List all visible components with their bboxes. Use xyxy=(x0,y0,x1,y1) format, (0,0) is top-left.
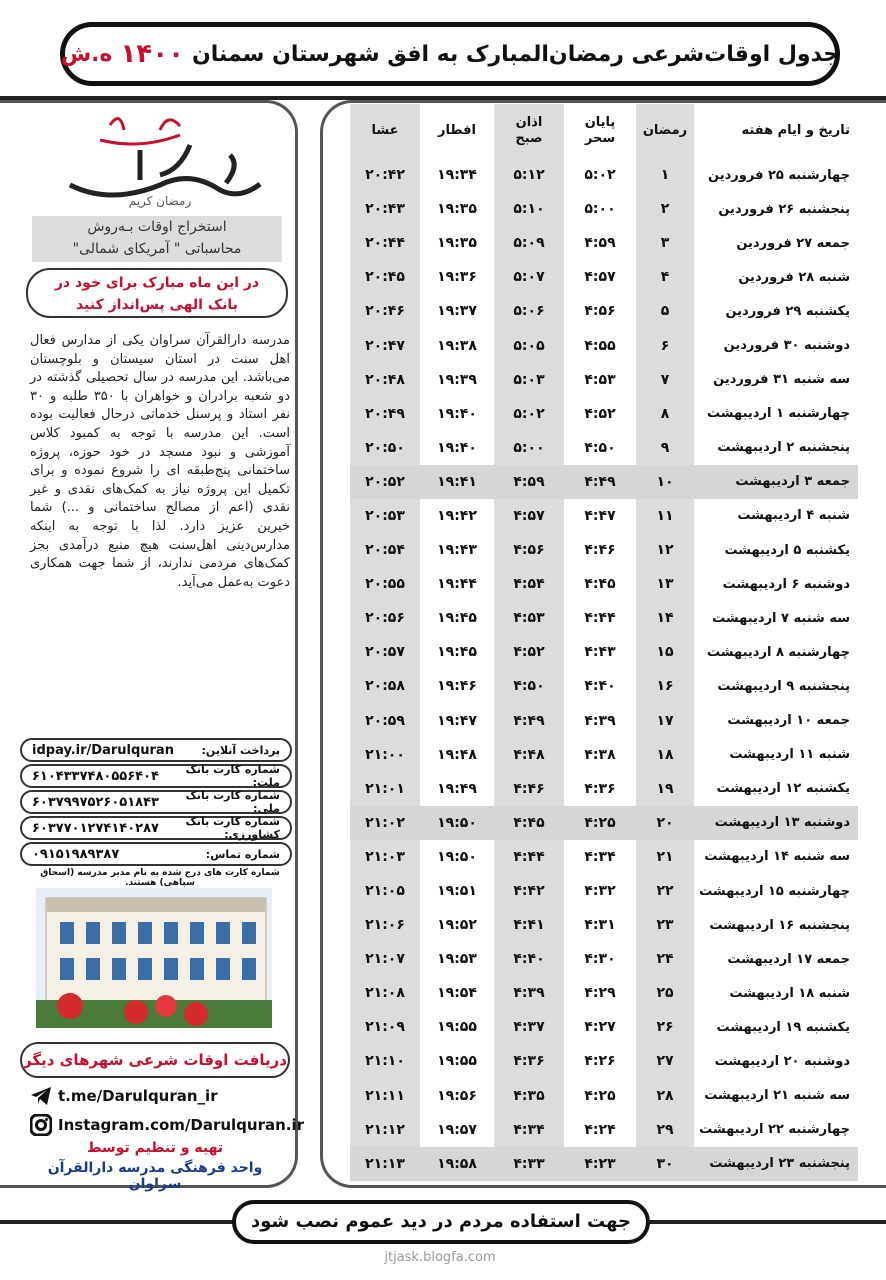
mellat-card-number: ۶۱۰۴۳۳۷۴۸۰۵۵۶۴۰۴ xyxy=(32,768,159,784)
online-payment-row[interactable] xyxy=(20,738,292,762)
cell-date: جمعه ۲۷ فروردین xyxy=(736,235,850,251)
cell-sahar: ۴:۵۷ xyxy=(584,269,616,286)
cell-sahar: ۴:۴۶ xyxy=(584,542,616,559)
table-row xyxy=(350,294,858,328)
cell-sahar: ۴:۲۹ xyxy=(584,985,616,1002)
online-payment-label: پرداخت آنلاین: xyxy=(201,743,280,757)
cell-day: ۶ xyxy=(636,328,694,362)
header-fajr: اذان صبح xyxy=(494,104,564,158)
table-row xyxy=(350,499,858,533)
cell-date: چهارشنبه ۱۵ اردیبهشت xyxy=(699,883,850,899)
cell-day: ۱۲ xyxy=(636,533,694,567)
cell-iftar: ۱۹:۵۵ xyxy=(437,1019,477,1036)
melli-card-row xyxy=(20,790,292,814)
table-row xyxy=(350,1147,858,1181)
cell-date: سه شنبه ۷ اردیبهشت xyxy=(712,610,850,626)
header-ramadan: رمضان xyxy=(636,104,694,158)
cell-isha: ۲۰:۴۴ xyxy=(350,226,420,260)
cell-sahar: ۵:۰۲ xyxy=(584,167,616,184)
school-building-photo xyxy=(36,888,272,1028)
table-body xyxy=(350,158,858,1181)
cell-date: شنبه ۴ اردیبهشت xyxy=(737,508,850,524)
cell-iftar: ۱۹:۵۸ xyxy=(420,1147,494,1181)
cell-fajr: ۴:۴۸ xyxy=(494,738,564,772)
cell-iftar: ۱۹:۵۲ xyxy=(437,917,477,934)
cell-isha: ۲۱:۱۱ xyxy=(350,1079,420,1113)
cell-sahar: ۴:۲۶ xyxy=(584,1053,616,1070)
cell-sahar: ۴:۲۵ xyxy=(584,1087,616,1104)
cell-fajr: ۴:۳۳ xyxy=(494,1147,564,1181)
cell-isha: ۲۰:۵۹ xyxy=(350,704,420,738)
cell-fajr: ۴:۴۵ xyxy=(494,806,564,840)
table-row xyxy=(350,1044,858,1078)
cell-iftar: ۱۹:۵۰ xyxy=(437,848,477,865)
cell-date: شنبه ۱۸ اردیبهشت xyxy=(729,985,850,1001)
table-row xyxy=(350,942,858,976)
cell-sahar: ۴:۳۹ xyxy=(584,712,616,729)
table-row xyxy=(350,669,858,703)
cell-fajr: ۴:۵۳ xyxy=(494,601,564,635)
cell-day: ۱۵ xyxy=(636,635,694,669)
method-line-1: استخراج اوقات بـه‌روش xyxy=(87,219,227,235)
credit-line-1: تهیه و تنظیم توسط xyxy=(86,1140,224,1156)
cell-day: ۱۴ xyxy=(636,601,694,635)
cell-isha: ۲۰:۴۸ xyxy=(350,363,420,397)
cell-sahar: ۴:۳۱ xyxy=(584,917,616,934)
cell-date: سه شنبه ۱۴ اردیبهشت xyxy=(704,849,850,865)
table-row xyxy=(350,158,858,192)
cell-isha: ۲۰:۵۷ xyxy=(350,635,420,669)
cell-fajr: ۴:۵۷ xyxy=(494,499,564,533)
cell-day: ۲۱ xyxy=(636,840,694,874)
instagram-link[interactable] xyxy=(30,1114,304,1136)
cell-date: پنجشنبه ۱۶ اردیبهشت xyxy=(709,917,850,933)
cell-day: ۲۰ xyxy=(636,806,694,840)
cell-date: جمعه ۱۰ اردیبهشت xyxy=(727,713,850,729)
cell-isha: ۲۱:۱۲ xyxy=(350,1113,420,1147)
contact-row xyxy=(20,842,292,866)
bank-callout xyxy=(26,268,288,318)
table-row xyxy=(350,976,858,1010)
cell-date: دوشنبه ۱۳ اردیبهشت xyxy=(694,806,858,840)
table-row xyxy=(350,1010,858,1044)
cell-isha: ۲۰:۴۹ xyxy=(350,397,420,431)
cell-day: ۳ xyxy=(636,226,694,260)
cell-day: ۷ xyxy=(636,363,694,397)
cell-sahar: ۴:۵۵ xyxy=(584,337,616,354)
cell-day: ۳۰ xyxy=(636,1147,694,1181)
table-row xyxy=(350,1113,858,1147)
cell-fajr: ۴:۵۰ xyxy=(494,669,564,703)
cell-sahar: ۴:۲۵ xyxy=(564,806,636,840)
cell-date: شنبه ۲۸ فروردین xyxy=(738,269,850,285)
bank-line-1: در این ماه مبارک برای خود در xyxy=(54,275,260,291)
cell-iftar: ۱۹:۴۰ xyxy=(437,439,477,456)
cell-isha: ۲۰:۵۶ xyxy=(350,601,420,635)
table-row xyxy=(350,567,858,601)
cell-isha: ۲۰:۵۸ xyxy=(350,669,420,703)
cell-isha: ۲۱:۰۶ xyxy=(350,908,420,942)
cell-isha: ۲۰:۴۶ xyxy=(350,294,420,328)
cell-iftar: ۱۹:۵۵ xyxy=(437,1053,477,1070)
cell-iftar: ۱۹:۴۲ xyxy=(437,507,477,524)
table-row xyxy=(350,738,858,772)
cell-fajr: ۵:۰۷ xyxy=(494,260,564,294)
cell-day: ۱۳ xyxy=(636,567,694,601)
melli-card-number: ۶۰۳۷۹۹۷۵۲۶۰۵۱۸۴۳ xyxy=(32,794,159,810)
cell-fajr: ۴:۴۶ xyxy=(494,772,564,806)
cell-fajr: ۴:۴۹ xyxy=(494,704,564,738)
table-row xyxy=(350,635,858,669)
credit-line-2: واحد فرهنگی مدرسه دارالقرآن سراوان xyxy=(47,1160,263,1192)
cell-fajr: ۴:۵۹ xyxy=(494,465,564,499)
contact-label: شماره تماس: xyxy=(205,847,280,861)
cell-fajr: ۵:۰۶ xyxy=(494,294,564,328)
header-sahar: پایان سحر xyxy=(584,115,616,146)
cell-date: چهارشنبه ۲۵ فروردین xyxy=(708,167,850,183)
cell-iftar: ۱۹:۳۴ xyxy=(437,167,477,184)
cell-date: چهارشنبه ۱ اردیبهشت xyxy=(707,406,850,422)
cell-fajr: ۴:۳۹ xyxy=(494,976,564,1010)
calligraphy-text: رمضان کریم xyxy=(128,194,192,208)
cell-day: ۹ xyxy=(636,431,694,465)
ramadan-kareem-calligraphy xyxy=(40,105,280,215)
watermark: jtjask.blogfa.com xyxy=(384,1250,496,1265)
cell-fajr: ۵:۰۲ xyxy=(494,397,564,431)
cell-iftar: ۱۹:۴۰ xyxy=(437,405,477,422)
cell-sahar: ۴:۵۲ xyxy=(584,405,616,422)
mellat-card-row xyxy=(20,764,292,788)
cell-date: دوشنبه ۲۰ اردیبهشت xyxy=(714,1053,850,1069)
cell-fajr: ۴:۳۶ xyxy=(494,1044,564,1078)
table-row xyxy=(350,1079,858,1113)
cell-day: ۲۵ xyxy=(636,976,694,1010)
cell-fajr: ۵:۰۳ xyxy=(494,363,564,397)
cell-isha: ۲۱:۰۹ xyxy=(350,1010,420,1044)
cell-sahar: ۴:۴۷ xyxy=(584,507,616,524)
cell-isha: ۲۰:۴۲ xyxy=(350,158,420,192)
cell-isha: ۲۱:۰۳ xyxy=(350,840,420,874)
cell-iftar: ۱۹:۳۹ xyxy=(437,371,477,388)
cell-sahar: ۴:۳۰ xyxy=(584,951,616,968)
cell-iftar: ۱۹:۳۷ xyxy=(437,303,477,320)
cell-iftar: ۱۹:۴۱ xyxy=(420,465,494,499)
cell-fajr: ۴:۳۴ xyxy=(494,1113,564,1147)
table-row xyxy=(350,908,858,942)
telegram-text: t.me/Darulquran_ir xyxy=(58,1087,218,1105)
table-row xyxy=(350,533,858,567)
cell-date: یکشنبه ۱۹ اردیبهشت xyxy=(716,1019,850,1035)
cell-day: ۲۲ xyxy=(636,874,694,908)
cell-fajr: ۴:۴۱ xyxy=(494,908,564,942)
other-cities-banner[interactable]: دریافت اوقات شرعی شهرهای دیگر xyxy=(20,1042,290,1078)
cell-iftar: ۱۹:۳۸ xyxy=(437,337,477,354)
cell-date: پنجشنبه ۲ اردیبهشت xyxy=(717,440,850,456)
card-owner-note: شماره کارت های درج شده به نام مدیر مدرسه (اسحاق سپاهی) هستند. xyxy=(40,868,280,888)
footer-banner: جهت استفاده مردم در دید عموم نصب شود xyxy=(232,1200,650,1244)
cell-isha: ۲۰:۵۴ xyxy=(350,533,420,567)
school-description: مدرسه دارالقرآن سراوان یکی از مدارس فعال اهل سنت در استان سیستان و بلوچستان می‌باشد. این مدرسه در سال تحصیلی گذشته در دو شعبه برادران و خواهران با ۳۵۰ طلبه و ۳۰ نفر استاد و پرسنل خدماتی درحال فعالیت بوده است. این مدرسه با توجه به کمبود کلاس آموزشی و نبود مسجد در خود حوزه، پروژه ساختمانی پنج‌طبقه ای را شروع نموده و برای تکمیل این پروژه نیاز به کمک‌های نقدی و غیر نقدی (اعم از مصالح ساختمانی و ...) شما خیرین عزیز دارد. لذا با توجه به اینکه مدارس‌دینی اهل‌سنت هیچ منبع درآمدی بجز کمک‌های مردمی ندارند، از شما جهت همکاری دعوت به‌عمل می‌آید. xyxy=(30,333,290,590)
cell-iftar: ۱۹:۵۴ xyxy=(437,985,477,1002)
cell-date: یکشنبه ۵ اردیبهشت xyxy=(724,542,850,558)
cell-sahar: ۵:۰۰ xyxy=(584,201,616,218)
table-row xyxy=(350,397,858,431)
cell-fajr: ۴:۵۴ xyxy=(494,567,564,601)
cell-iftar: ۱۹:۵۷ xyxy=(437,1121,477,1138)
cell-date: دوشنبه ۳۰ فروردین xyxy=(723,338,850,354)
cell-isha: ۲۰:۴۷ xyxy=(350,328,420,362)
cell-sahar: ۴:۴۵ xyxy=(584,576,616,593)
cell-day: ۲۹ xyxy=(636,1113,694,1147)
cell-sahar: ۴:۵۳ xyxy=(584,371,616,388)
cell-fajr: ۴:۵۶ xyxy=(494,533,564,567)
cell-isha: ۲۰:۵۵ xyxy=(350,567,420,601)
table-header-row xyxy=(350,104,858,158)
cell-day: ۲۸ xyxy=(636,1079,694,1113)
cell-day: ۲۴ xyxy=(636,942,694,976)
cell-fajr: ۴:۵۲ xyxy=(494,635,564,669)
cell-sahar: ۴:۵۹ xyxy=(584,235,616,252)
cell-day: ۲۳ xyxy=(636,908,694,942)
cell-date: سه شنبه ۳۱ فروردین xyxy=(713,372,850,388)
cell-sahar: ۴:۴۴ xyxy=(584,610,616,627)
cell-fajr: ۵:۱۲ xyxy=(494,158,564,192)
table-row xyxy=(350,431,858,465)
table-row xyxy=(350,840,858,874)
table-row xyxy=(350,363,858,397)
prayer-times-table xyxy=(350,104,858,1181)
cell-day: ۱۱ xyxy=(636,499,694,533)
cell-fajr: ۴:۳۵ xyxy=(494,1079,564,1113)
cell-sahar: ۴:۲۷ xyxy=(584,1019,616,1036)
cell-iftar: ۱۹:۴۷ xyxy=(437,712,477,729)
title-suffix: ه.ش xyxy=(60,41,113,67)
telegram-link[interactable] xyxy=(30,1086,218,1106)
cell-isha: ۲۱:۰۸ xyxy=(350,976,420,1010)
table-row xyxy=(350,465,858,499)
cell-isha: ۲۰:۵۳ xyxy=(350,499,420,533)
cell-sahar: ۴:۳۸ xyxy=(584,746,616,763)
header-iftar: افطار xyxy=(438,123,476,138)
cell-fajr: ۴:۴۰ xyxy=(494,942,564,976)
cell-day: ۱۸ xyxy=(636,738,694,772)
cell-sahar: ۴:۳۶ xyxy=(584,780,616,797)
cell-sahar: ۴:۴۹ xyxy=(564,465,636,499)
melli-card-label: شماره کارت بانک ملی: xyxy=(185,789,280,815)
table-row xyxy=(350,601,858,635)
cell-sahar: ۴:۲۳ xyxy=(564,1147,636,1181)
cell-fajr: ۵:۰۰ xyxy=(494,431,564,465)
table-row xyxy=(350,806,858,840)
cell-iftar: ۱۹:۴۶ xyxy=(437,678,477,695)
method-line-2: محاسباتی " آمریکای شمالی" xyxy=(72,241,242,257)
cell-date: جمعه ۳ اردیبهشت xyxy=(694,465,858,499)
mellat-card-label: شماره کارت بانک ملت: xyxy=(185,763,280,789)
cell-iftar: ۱۹:۵۰ xyxy=(420,806,494,840)
cell-iftar: ۱۹:۴۸ xyxy=(437,746,477,763)
cell-isha: ۲۱:۰۷ xyxy=(350,942,420,976)
table-row xyxy=(350,192,858,226)
cell-iftar: ۱۹:۳۵ xyxy=(437,235,477,252)
cell-date: دوشنبه ۶ اردیبهشت xyxy=(722,576,850,592)
cell-day: ۸ xyxy=(636,397,694,431)
cell-date: یکشنبه ۲۹ فروردین xyxy=(725,303,850,319)
table-row xyxy=(350,260,858,294)
cell-day: ۱۰ xyxy=(636,465,694,499)
cell-day: ۴ xyxy=(636,260,694,294)
cell-isha: ۲۰:۵۰ xyxy=(350,431,420,465)
cell-fajr: ۵:۰۵ xyxy=(494,328,564,362)
table-row xyxy=(350,328,858,362)
cell-date: پنجشنبه ۹ اردیبهشت xyxy=(717,678,850,694)
cell-fajr: ۵:۱۰ xyxy=(494,192,564,226)
contact-number: ۰۹۱۵۱۹۸۹۳۸۷ xyxy=(32,846,120,862)
cell-date: شنبه ۱۱ اردیبهشت xyxy=(729,747,850,763)
cell-sahar: ۴:۴۳ xyxy=(584,644,616,661)
cell-isha: ۲۱:۱۳ xyxy=(350,1147,420,1181)
cell-date: پنجشنبه ۲۳ اردیبهشت xyxy=(694,1147,858,1181)
instagram-text: Instagram.com/Darulquran.ir xyxy=(58,1116,305,1134)
cell-isha: ۲۱:۱۰ xyxy=(350,1044,420,1078)
cell-date: چهارشنبه ۲۲ اردیبهشت xyxy=(699,1122,850,1138)
cell-isha: ۲۱:۰۵ xyxy=(350,874,420,908)
cell-day: ۱۶ xyxy=(636,669,694,703)
cell-iftar: ۱۹:۴۵ xyxy=(437,644,477,661)
header-date: تاریخ و ایام هفته xyxy=(741,123,850,138)
title-text: جدول اوقات‌شرعی رمضان‌المبارک به افق شهرستان سمنان xyxy=(192,41,840,67)
cell-day: ۲۶ xyxy=(636,1010,694,1044)
bank-line-2: بانک الهی پس‌انداز کنید xyxy=(76,297,238,313)
cell-date: چهارشنبه ۸ اردیبهشت xyxy=(707,644,850,660)
cell-sahar: ۴:۴۰ xyxy=(584,678,616,695)
title-year: ۱۴۰۰ xyxy=(120,39,185,69)
table-row xyxy=(350,874,858,908)
cell-sahar: ۴:۵۰ xyxy=(584,439,616,456)
cell-day: ۵ xyxy=(636,294,694,328)
cell-iftar: ۱۹:۵۱ xyxy=(437,883,477,900)
cell-day: ۲۷ xyxy=(636,1044,694,1078)
keshavarzi-card-row xyxy=(20,816,292,840)
cell-iftar: ۱۹:۴۳ xyxy=(437,542,477,559)
cell-date: پنجشنبه ۲۶ فروردین xyxy=(718,201,850,217)
cell-isha: ۲۱:۰۱ xyxy=(350,772,420,806)
cell-iftar: ۱۹:۳۶ xyxy=(437,269,477,286)
cell-isha: ۲۰:۴۵ xyxy=(350,260,420,294)
cell-isha: ۲۱:۰۲ xyxy=(350,806,420,840)
page-title xyxy=(60,22,840,86)
cell-sahar: ۴:۳۴ xyxy=(584,848,616,865)
cell-day: ۱ xyxy=(636,158,694,192)
cell-iftar: ۱۹:۴۵ xyxy=(437,610,477,627)
table-row xyxy=(350,226,858,260)
keshavarzi-card-number: ۶۰۳۷۷۰۱۲۷۴۱۴۰۲۸۷ xyxy=(32,820,159,836)
cell-date: جمعه ۱۷ اردیبهشت xyxy=(727,951,850,967)
cell-sahar: ۴:۲۴ xyxy=(584,1121,616,1138)
cell-day: ۱۹ xyxy=(636,772,694,806)
cell-sahar: ۴:۳۲ xyxy=(584,883,616,900)
table-row xyxy=(350,704,858,738)
online-payment-link[interactable]: idpay.ir/Darulquran xyxy=(32,742,174,758)
cell-day: ۱۷ xyxy=(636,704,694,738)
cell-iftar: ۱۹:۴۹ xyxy=(437,780,477,797)
header-isha: عشا xyxy=(350,104,420,158)
cell-fajr: ۵:۰۹ xyxy=(494,226,564,260)
cell-fajr: ۴:۳۷ xyxy=(494,1010,564,1044)
keshavarzi-card-label: شماره کارت بانک کشاورزی: xyxy=(185,815,280,841)
cell-isha: ۲۰:۵۲ xyxy=(350,465,420,499)
cell-date: یکشنبه ۱۲ اردیبهشت xyxy=(716,781,850,797)
telegram-icon xyxy=(30,1086,52,1106)
cell-fajr: ۴:۴۴ xyxy=(494,840,564,874)
method-note xyxy=(32,216,282,262)
cell-iftar: ۱۹:۵۳ xyxy=(437,951,477,968)
cell-isha: ۲۰:۴۳ xyxy=(350,192,420,226)
table-row xyxy=(350,772,858,806)
cell-fajr: ۴:۴۲ xyxy=(494,874,564,908)
cell-iftar: ۱۹:۵۶ xyxy=(437,1087,477,1104)
cell-isha: ۲۱:۰۰ xyxy=(350,738,420,772)
cell-date: سه شنبه ۲۱ اردیبهشت xyxy=(704,1088,850,1104)
instagram-icon xyxy=(30,1114,52,1136)
cell-iftar: ۱۹:۴۴ xyxy=(437,576,477,593)
cell-iftar: ۱۹:۳۵ xyxy=(437,201,477,218)
cell-day: ۲ xyxy=(636,192,694,226)
cell-sahar: ۴:۵۶ xyxy=(584,303,616,320)
